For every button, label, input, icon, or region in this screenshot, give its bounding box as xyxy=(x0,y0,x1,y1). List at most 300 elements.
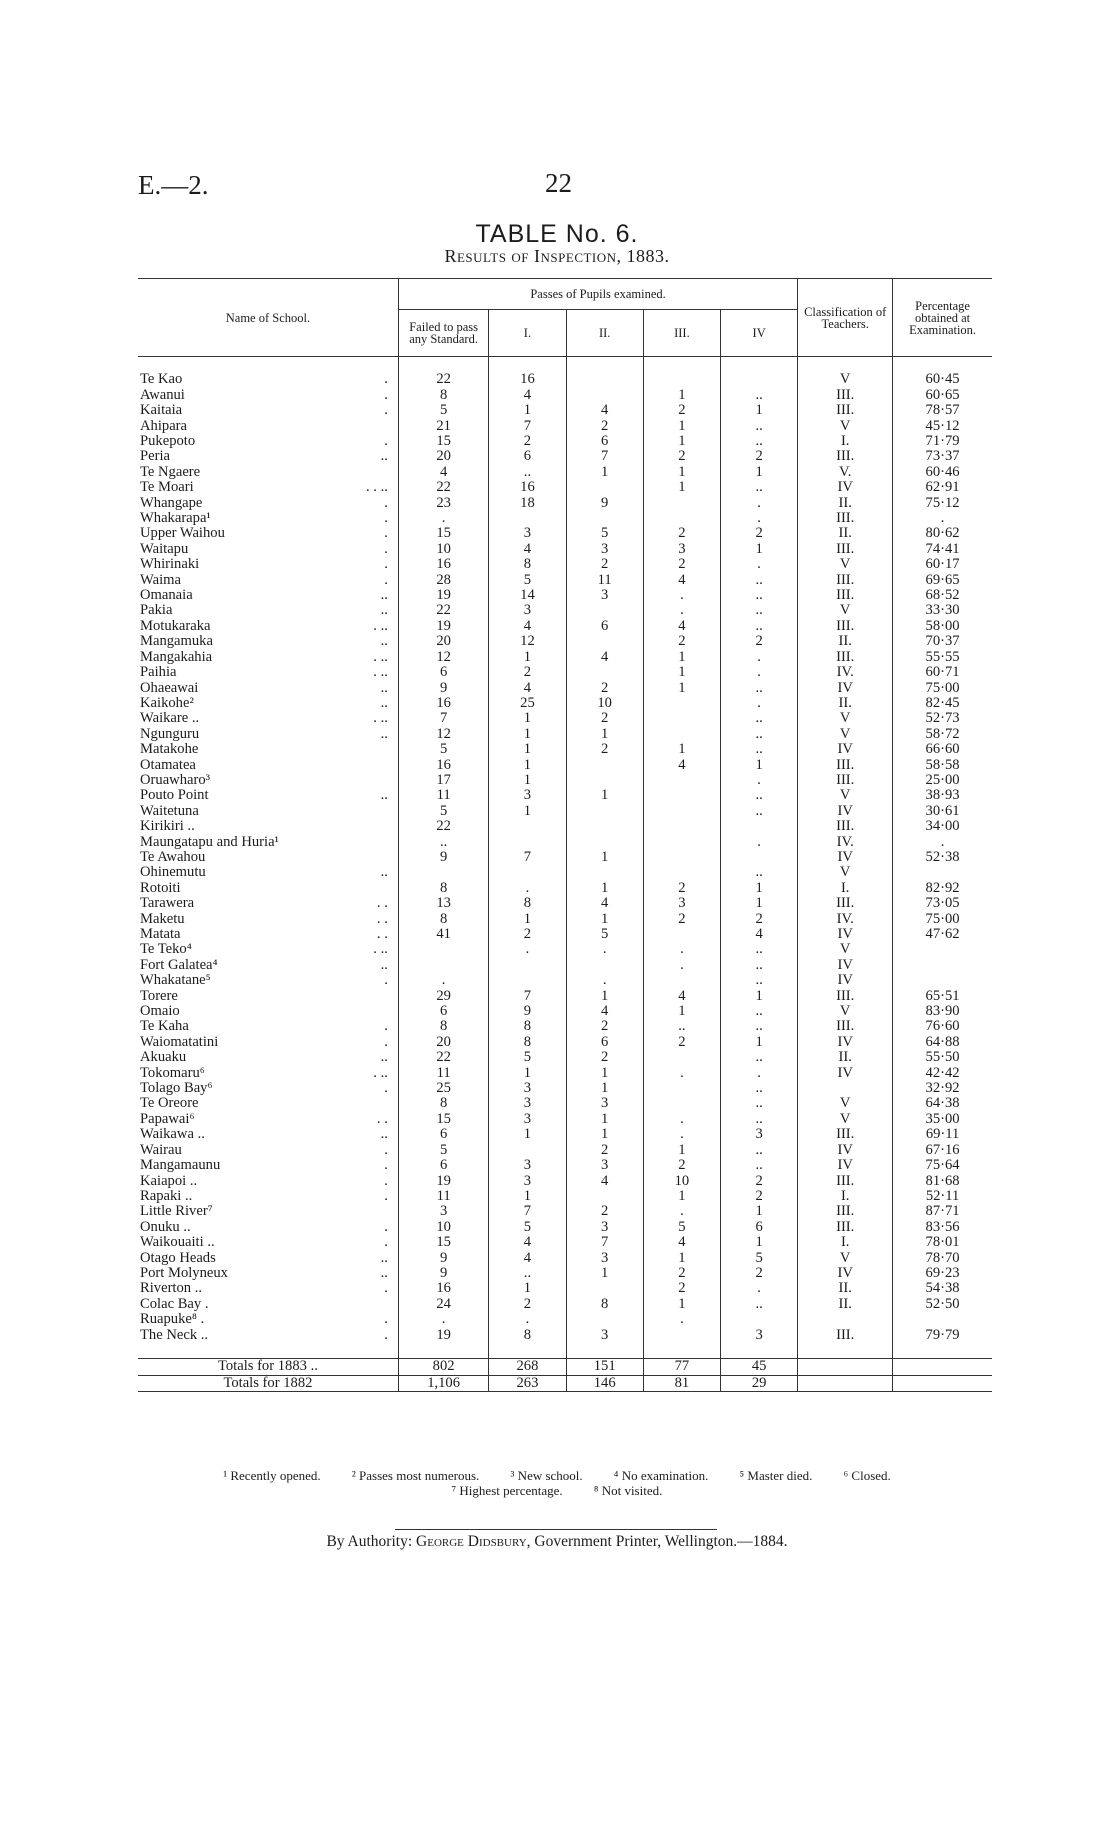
std1-cell: 5 xyxy=(489,1220,566,1235)
std4-cell: 2 xyxy=(721,526,798,541)
school-name: Wairau xyxy=(140,1142,182,1158)
leader-dots: . xyxy=(384,495,388,511)
std2-cell xyxy=(566,511,643,526)
leader-dots: . .. xyxy=(373,649,388,665)
school-cell xyxy=(138,804,398,819)
header-standard-2: II. xyxy=(566,310,643,357)
school-name: Omanaia xyxy=(140,588,193,604)
std2-cell: 1 xyxy=(566,1266,643,1281)
failed-cell: 10 xyxy=(398,542,488,557)
school-name: Te Moari xyxy=(140,480,194,496)
classification-cell: III. xyxy=(798,819,893,834)
std1-cell: 1 xyxy=(489,742,566,757)
std2-cell: 1 xyxy=(566,1127,643,1142)
std2-cell: 3 xyxy=(566,588,643,603)
percentage-cell: 78·70 xyxy=(893,1251,992,1266)
school-name: Fort Galatea⁴ xyxy=(140,957,218,973)
std4-cell: 1 xyxy=(721,465,798,480)
classification-cell: I. xyxy=(798,881,893,896)
school-cell xyxy=(138,773,398,788)
failed-cell xyxy=(398,942,488,957)
school-cell xyxy=(138,1050,398,1065)
header-failed: Failed to pass any Standard. xyxy=(398,310,488,357)
school-cell xyxy=(138,496,398,511)
failed-cell: 13 xyxy=(398,896,488,911)
std4-cell: . xyxy=(721,650,798,665)
std2-cell: 4 xyxy=(566,403,643,418)
school-cell xyxy=(138,835,398,850)
classification-cell: III. xyxy=(798,650,893,665)
table-row xyxy=(138,1066,992,1081)
leader-dots: .. xyxy=(380,603,388,619)
school-cell xyxy=(138,1235,398,1250)
failed-cell: 22 xyxy=(398,480,488,495)
classification-cell: I. xyxy=(798,1235,893,1250)
percentage-cell: 42·42 xyxy=(893,1066,992,1081)
std3-cell: 1 xyxy=(643,1143,720,1158)
classification-cell: III. xyxy=(798,449,893,464)
school-name: Waikare .. xyxy=(140,711,200,727)
school-cell xyxy=(138,557,398,572)
std3-cell: 1 xyxy=(643,388,720,403)
percentage-cell: 79·79 xyxy=(893,1328,992,1343)
percentage-cell: 45·12 xyxy=(893,419,992,434)
school-name: Peria xyxy=(140,449,170,465)
table-row xyxy=(138,711,992,726)
std1-cell: 4 xyxy=(489,542,566,557)
table-body xyxy=(138,357,992,1343)
std1-cell: . xyxy=(489,942,566,957)
table-title: TABLE No. 6. xyxy=(475,220,639,248)
std2-cell xyxy=(566,958,643,973)
classification-cell: V xyxy=(798,1112,893,1127)
failed-cell: 16 xyxy=(398,1281,488,1296)
std3-cell: 1 xyxy=(643,434,720,449)
std1-cell: 1 xyxy=(489,1189,566,1204)
classification-cell: V xyxy=(798,1096,893,1111)
classification-cell: III. xyxy=(798,1204,893,1219)
percentage-cell: 32·92 xyxy=(893,1081,992,1096)
std3-cell xyxy=(643,496,720,511)
percentage-cell: 78·57 xyxy=(893,403,992,418)
failed-cell: 15 xyxy=(398,1112,488,1127)
std1-cell: 1 xyxy=(489,1281,566,1296)
failed-cell: 20 xyxy=(398,1035,488,1050)
std4-cell: 1 xyxy=(721,1235,798,1250)
failed-cell: 20 xyxy=(398,634,488,649)
std1-cell: 9 xyxy=(489,1004,566,1019)
school-name: Kaikohe² xyxy=(140,695,194,711)
std1-cell: 4 xyxy=(489,388,566,403)
leader-dots: . xyxy=(384,572,388,588)
table-row xyxy=(138,1019,992,1034)
school-cell xyxy=(138,619,398,634)
footnote-7: ⁷ Highest percentage. xyxy=(451,1483,563,1498)
percentage-cell xyxy=(893,865,992,880)
std4-cell: .. xyxy=(721,619,798,634)
school-name: Whakarapa¹ xyxy=(140,511,211,527)
std1-cell: 14 xyxy=(489,588,566,603)
classification-cell: III. xyxy=(798,989,893,1004)
percentage-cell: 58·58 xyxy=(893,758,992,773)
classification-cell: IV xyxy=(798,1158,893,1173)
classification-cell: III. xyxy=(798,619,893,634)
std3-cell xyxy=(643,835,720,850)
table-row xyxy=(138,634,992,649)
table-row xyxy=(138,665,992,680)
std3-cell: 2 xyxy=(643,1158,720,1173)
std1-cell: 4 xyxy=(489,1235,566,1250)
school-name: Waikouaiti .. xyxy=(140,1235,215,1251)
school-cell xyxy=(138,1266,398,1281)
std3-cell: 4 xyxy=(643,619,720,634)
school-cell xyxy=(138,1112,398,1127)
percentage-cell: 55·50 xyxy=(893,1050,992,1065)
std2-cell: 1 xyxy=(566,727,643,742)
std2-cell: 3 xyxy=(566,542,643,557)
std4-cell xyxy=(721,372,798,387)
std4-cell: 1 xyxy=(721,1035,798,1050)
leader-dots: . . xyxy=(376,911,388,927)
std3-cell: 2 xyxy=(643,526,720,541)
std3-cell: 2 xyxy=(643,1266,720,1281)
totals-failed: 1,106 xyxy=(398,1375,488,1391)
percentage-cell: 75·64 xyxy=(893,1158,992,1173)
authority-suffix: , Government Printer, Wellington.—1884. xyxy=(526,1533,788,1550)
table-row xyxy=(138,1235,992,1250)
table-row xyxy=(138,1050,992,1065)
percentage-cell: 75·12 xyxy=(893,496,992,511)
header-standard-1: I. xyxy=(489,310,566,357)
std2-cell: 2 xyxy=(566,1050,643,1065)
school-cell xyxy=(138,1328,398,1343)
school-cell xyxy=(138,419,398,434)
totals-std4: 29 xyxy=(721,1375,798,1391)
std2-cell xyxy=(566,835,643,850)
failed-cell xyxy=(398,865,488,880)
school-name: Little River⁷ xyxy=(140,1204,213,1220)
percentage-cell: 80·62 xyxy=(893,526,992,541)
table-row xyxy=(138,696,992,711)
failed-cell: 9 xyxy=(398,1266,488,1281)
std3-cell xyxy=(643,511,720,526)
school-name: Maungatapu and Huria¹ xyxy=(140,834,279,850)
school-cell xyxy=(138,1220,398,1235)
percentage-cell: 73·37 xyxy=(893,449,992,464)
failed-cell: 9 xyxy=(398,681,488,696)
school-cell xyxy=(138,1297,398,1312)
school-cell xyxy=(138,1019,398,1034)
table-row xyxy=(138,819,992,834)
header-standard-4: IV xyxy=(721,310,798,357)
std3-cell: 1 xyxy=(643,650,720,665)
std4-cell: .. xyxy=(721,1050,798,1065)
school-cell xyxy=(138,1174,398,1189)
school-name: Maketu xyxy=(140,911,185,927)
school-cell xyxy=(138,388,398,403)
percentage-cell: 54·38 xyxy=(893,1281,992,1296)
std3-cell: 1 xyxy=(643,419,720,434)
std4-cell: .. xyxy=(721,711,798,726)
school-name: Ohinemutu xyxy=(140,865,206,881)
std1-cell xyxy=(489,835,566,850)
classification-cell: II. xyxy=(798,1281,893,1296)
totals-std3: 77 xyxy=(643,1359,720,1375)
std3-cell: 2 xyxy=(643,912,720,927)
classification-cell: IV xyxy=(798,1035,893,1050)
failed-cell: 8 xyxy=(398,881,488,896)
table-row xyxy=(138,403,992,418)
table-row xyxy=(138,973,992,988)
school-cell xyxy=(138,665,398,680)
std4-cell: .. xyxy=(721,1143,798,1158)
std4-cell: . xyxy=(721,496,798,511)
std3-cell: 10 xyxy=(643,1174,720,1189)
failed-cell: 25 xyxy=(398,1081,488,1096)
table-row xyxy=(138,804,992,819)
totals-std3: 81 xyxy=(643,1375,720,1391)
std2-cell xyxy=(566,388,643,403)
classification-cell: V xyxy=(798,788,893,803)
failed-cell: 11 xyxy=(398,1066,488,1081)
std4-cell: 3 xyxy=(721,1328,798,1343)
school-name: Rotoiti xyxy=(140,880,181,896)
school-name: Ahipara xyxy=(140,418,188,434)
table-row xyxy=(138,1266,992,1281)
table-row xyxy=(138,588,992,603)
failed-cell: 5 xyxy=(398,742,488,757)
std1-cell: 5 xyxy=(489,1050,566,1065)
std1-cell: 8 xyxy=(489,557,566,572)
leader-dots: .. xyxy=(380,634,388,650)
classification-cell: III. xyxy=(798,1220,893,1235)
std3-cell: 4 xyxy=(643,758,720,773)
classification-cell: V xyxy=(798,727,893,742)
std4-cell: .. xyxy=(721,958,798,973)
std2-cell: 1 xyxy=(566,850,643,865)
leader-dots: . .. xyxy=(373,711,388,727)
school-name: Otago Heads xyxy=(140,1250,216,1266)
table-row xyxy=(138,1251,992,1266)
classification-cell: III. xyxy=(798,896,893,911)
school-cell xyxy=(138,1081,398,1096)
std1-cell: 1 xyxy=(489,1127,566,1142)
leader-dots: .. xyxy=(380,865,388,881)
leader-dots: .. xyxy=(380,680,388,696)
table-row xyxy=(138,865,992,880)
classification-cell: V xyxy=(798,1004,893,1019)
school-cell xyxy=(138,912,398,927)
leader-dots: . xyxy=(384,541,388,557)
table-row xyxy=(138,773,992,788)
school-name: Akuaku xyxy=(140,1050,187,1066)
std2-cell: 3 xyxy=(566,1096,643,1111)
school-name: Te Awahou xyxy=(140,849,206,865)
table-row xyxy=(138,681,992,696)
school-cell xyxy=(138,434,398,449)
school-name: Otamatea xyxy=(140,757,196,773)
school-name: Omaio xyxy=(140,1004,180,1020)
std3-cell: 2 xyxy=(643,403,720,418)
school-cell xyxy=(138,711,398,726)
std4-cell: .. xyxy=(721,434,798,449)
table-row xyxy=(138,619,992,634)
percentage-cell: 74·41 xyxy=(893,542,992,557)
std4-cell: 2 xyxy=(721,1174,798,1189)
failed-cell: 29 xyxy=(398,989,488,1004)
std3-cell: 1 xyxy=(643,1004,720,1019)
school-cell xyxy=(138,588,398,603)
classification-cell: IV. xyxy=(798,912,893,927)
classification-cell: III. xyxy=(798,542,893,557)
leader-dots: . xyxy=(384,973,388,989)
std2-cell xyxy=(566,480,643,495)
leader-dots: . xyxy=(384,372,388,388)
std1-cell: 3 xyxy=(489,526,566,541)
std2-cell: 1 xyxy=(566,881,643,896)
percentage-cell: 82·92 xyxy=(893,881,992,896)
school-name: Ohaeawai xyxy=(140,680,199,696)
std4-cell: .. xyxy=(721,603,798,618)
std1-cell: 3 xyxy=(489,603,566,618)
std3-cell: 2 xyxy=(643,1035,720,1050)
percentage-cell: 67·16 xyxy=(893,1143,992,1158)
school-cell xyxy=(138,696,398,711)
footnote-3: ³ New school. xyxy=(510,1468,583,1483)
percentage-cell: 69·65 xyxy=(893,573,992,588)
std1-cell: 5 xyxy=(489,573,566,588)
std2-cell: 4 xyxy=(566,1004,643,1019)
percentage-cell: 60·65 xyxy=(893,388,992,403)
classification-cell: IV xyxy=(798,742,893,757)
leader-dots: .. xyxy=(380,588,388,604)
table-row xyxy=(138,1004,992,1019)
failed-cell: 15 xyxy=(398,1235,488,1250)
table-row xyxy=(138,1127,992,1142)
percentage-cell: 75·00 xyxy=(893,681,992,696)
percentage-cell: 68·52 xyxy=(893,588,992,603)
std3-cell: 1 xyxy=(643,665,720,680)
std3-cell: 4 xyxy=(643,989,720,1004)
std2-cell: 2 xyxy=(566,1019,643,1034)
school-cell xyxy=(138,1127,398,1142)
std2-cell: 3 xyxy=(566,1328,643,1343)
table-row xyxy=(138,1081,992,1096)
std3-cell: 3 xyxy=(643,896,720,911)
failed-cell: . xyxy=(398,1312,488,1327)
std1-cell: 7 xyxy=(489,850,566,865)
percentage-cell: 69·11 xyxy=(893,1127,992,1142)
std2-cell xyxy=(566,372,643,387)
std4-cell: 2 xyxy=(721,912,798,927)
std1-cell: 1 xyxy=(489,804,566,819)
footnote-5: ⁵ Master died. xyxy=(739,1468,813,1483)
totals-std2: 146 xyxy=(566,1375,643,1391)
footnote-2: ² Passes most numerous. xyxy=(351,1468,480,1483)
school-name: Tokomaru⁶ xyxy=(140,1065,205,1081)
std4-cell: 5 xyxy=(721,1251,798,1266)
std1-cell: 25 xyxy=(489,696,566,711)
school-cell xyxy=(138,742,398,757)
std4-cell: .. xyxy=(721,1112,798,1127)
leader-dots: . xyxy=(384,403,388,419)
std3-cell xyxy=(643,788,720,803)
school-cell xyxy=(138,449,398,464)
std3-cell: 1 xyxy=(643,465,720,480)
classification-cell: I. xyxy=(798,1189,893,1204)
divider-rule xyxy=(395,1529,717,1530)
school-cell xyxy=(138,819,398,834)
failed-cell: 16 xyxy=(398,696,488,711)
std2-cell: 10 xyxy=(566,696,643,711)
std1-cell: 4 xyxy=(489,681,566,696)
failed-cell: . xyxy=(398,511,488,526)
table-row xyxy=(138,650,992,665)
std2-cell xyxy=(566,603,643,618)
percentage-cell: 60·17 xyxy=(893,557,992,572)
leader-dots: .. xyxy=(380,1127,388,1143)
std2-cell: 2 xyxy=(566,557,643,572)
std2-cell: 2 xyxy=(566,1204,643,1219)
std3-cell: 2 xyxy=(643,634,720,649)
std4-cell: . xyxy=(721,511,798,526)
leader-dots: . xyxy=(384,1081,388,1097)
table-subtitle: Results of Inspection, 1883. xyxy=(444,246,670,266)
std4-cell: .. xyxy=(721,1158,798,1173)
leader-dots: . xyxy=(384,1019,388,1035)
table-row xyxy=(138,927,992,942)
std1-cell: 3 xyxy=(489,1158,566,1173)
std3-cell xyxy=(643,372,720,387)
std4-cell: .. xyxy=(721,804,798,819)
leader-dots: . xyxy=(384,511,388,527)
school-cell xyxy=(138,526,398,541)
classification-cell: IV xyxy=(798,973,893,988)
std3-cell: . xyxy=(643,1112,720,1127)
std1-cell: 1 xyxy=(489,650,566,665)
school-name: Papawai⁶ xyxy=(140,1111,195,1127)
failed-cell: 16 xyxy=(398,557,488,572)
footnote-1: ¹ Recently opened. xyxy=(223,1468,321,1483)
table-row xyxy=(138,449,992,464)
std4-cell: .. xyxy=(721,588,798,603)
std1-cell: 16 xyxy=(489,372,566,387)
table-row xyxy=(138,419,992,434)
std4-cell: 2 xyxy=(721,634,798,649)
leader-dots: . . xyxy=(376,1111,388,1127)
percentage-cell: 52·11 xyxy=(893,1189,992,1204)
table-row xyxy=(138,1220,992,1235)
std1-cell xyxy=(489,958,566,973)
std2-cell xyxy=(566,1189,643,1204)
school-cell xyxy=(138,788,398,803)
table-row xyxy=(138,989,992,1004)
school-name: Pouto Point xyxy=(140,788,209,804)
leader-dots: . xyxy=(384,1281,388,1297)
classification-cell: IV xyxy=(798,1266,893,1281)
school-cell xyxy=(138,1066,398,1081)
footnotes-line-1 xyxy=(0,1468,1114,1484)
std1-cell: 3 xyxy=(489,1112,566,1127)
leader-dots: . .. xyxy=(373,1065,388,1081)
failed-cell xyxy=(398,958,488,973)
std4-cell: 1 xyxy=(721,542,798,557)
percentage-cell: 81·68 xyxy=(893,1174,992,1189)
table-row xyxy=(138,742,992,757)
failed-cell: . xyxy=(398,973,488,988)
leader-dots: .. xyxy=(380,1250,388,1266)
percentage-cell: 34·00 xyxy=(893,819,992,834)
